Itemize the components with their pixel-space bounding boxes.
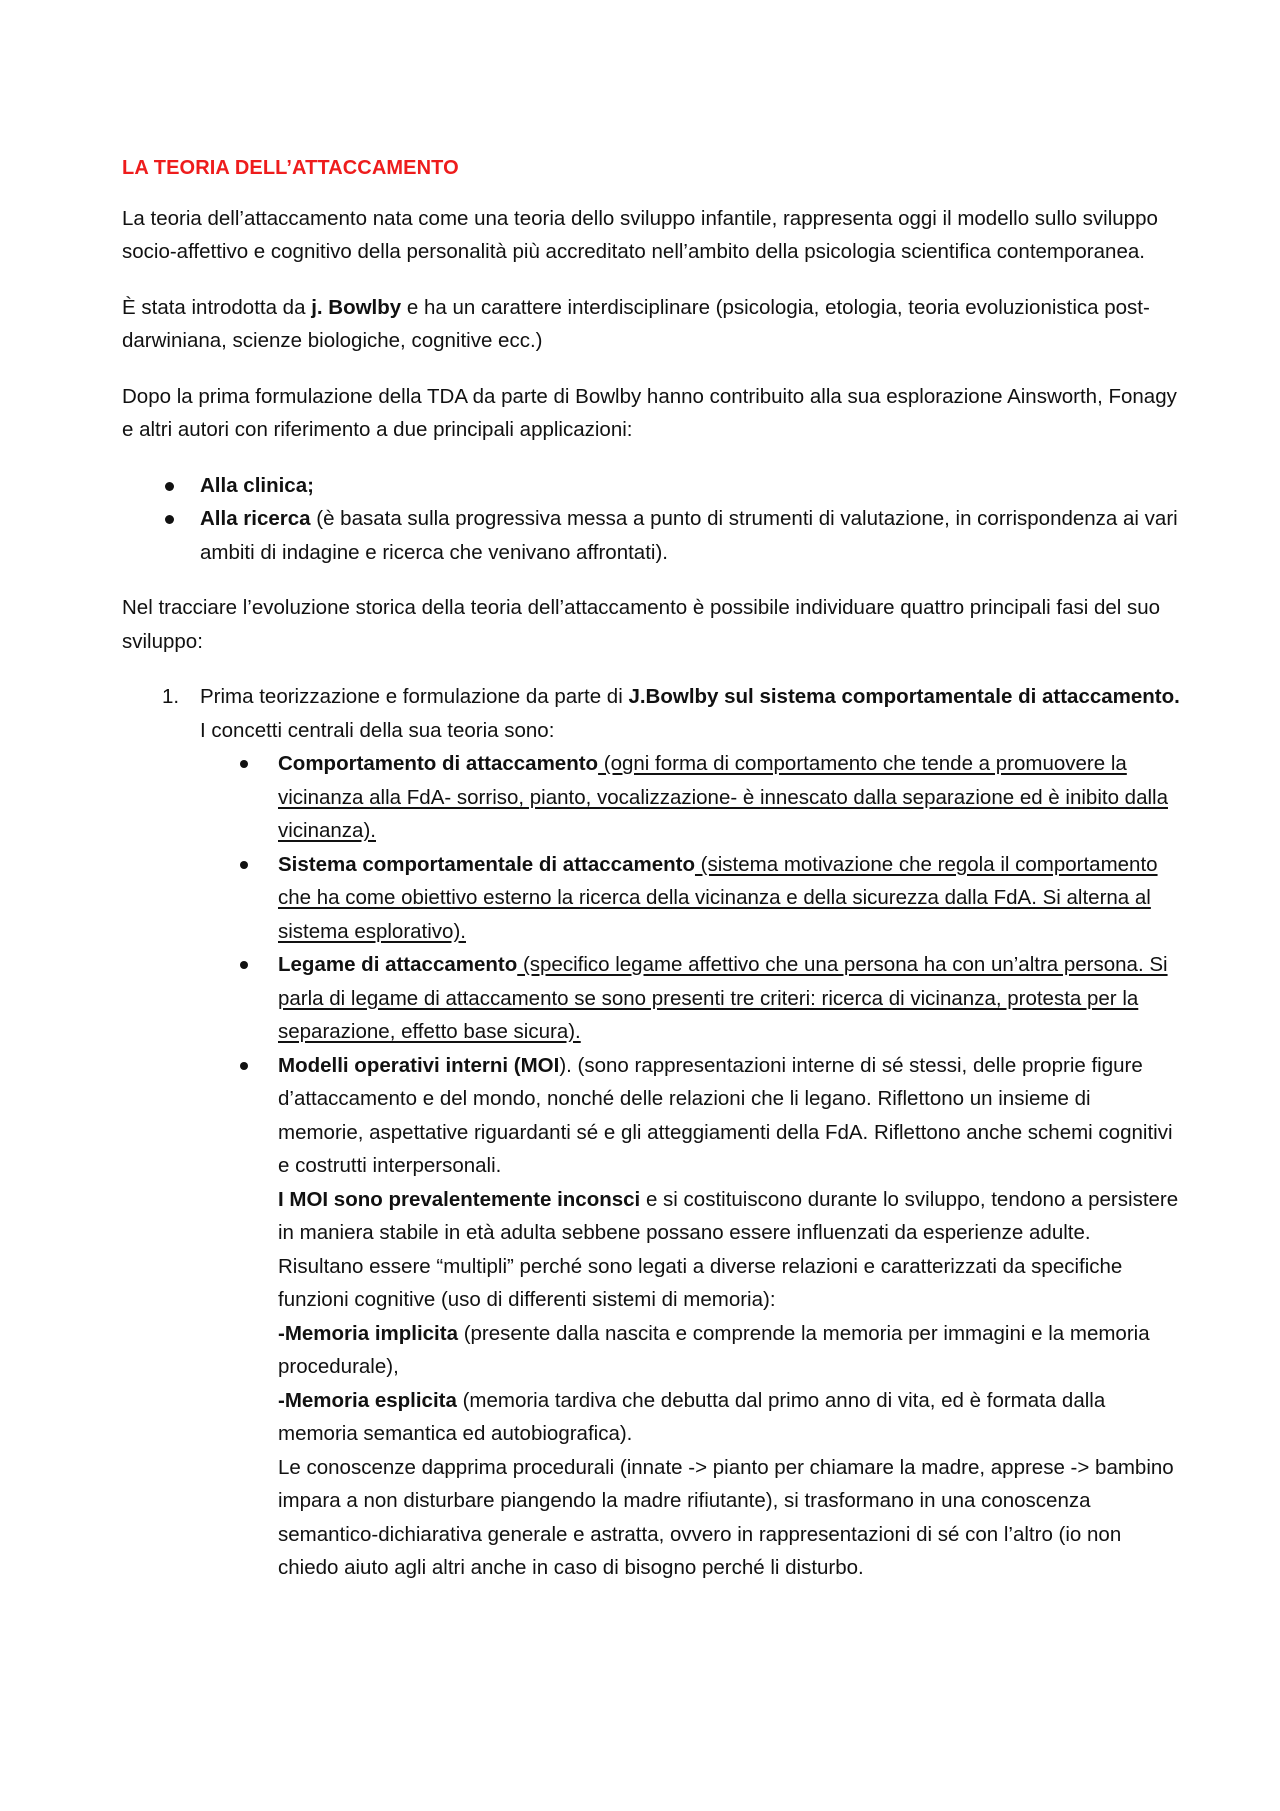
moi-text: e si costituiscono durante lo sviluppo, tendono a persistere in maniera stabile in età adulta sebbene possano essere influenzati da esperienze adulte. Risultano essere “multipli” perché sono legati a diverse relazioni e caratterizzati da specifiche funzioni cognitive (uso di differenti sistemi di memoria):	[278, 1187, 1179, 1311]
application-text: (è basata sulla progressiva messa a punto di strumenti di valutazione, in corrispondenza ai vari ambiti di indagine e ricerca che venivano affrontati).	[200, 507, 1178, 564]
development-paragraph: Dopo la prima formulazione della TDA da parte di Bowlby hanno contribuito alla sua esplorazione Ainsworth, Fonagy e altri autori con riferimento a due principali applicazioni:	[122, 384, 1177, 441]
memory-implicit-text: (presente dalla nascita e comprende la memoria per immagini e la memoria procedurale),	[278, 1321, 1150, 1378]
list-item	[200, 948, 1180, 1049]
origin-text-after: e ha un carattere interdisciplinare (psicologia, etologia, teoria evoluzionistica post-darwiniana, scienze biologiche, cognitive ecc.)	[122, 295, 1150, 352]
memory-explicit-text: (memoria tardiva che debutta dal primo anno di vita, ed è formata dalla memoria semantica ed autobiografica).	[278, 1388, 1106, 1445]
phase-after-text: I concetti centrali della sua teoria sono:	[200, 718, 555, 742]
application-label: Alla ricerca	[200, 507, 311, 530]
concept-desc: (sistema motivazione che regola il comportamento che ha come obiettivo esterno la ricerca della vicinanza e della sicurezza dalla FdA. Si alterna al sistema esplorativo).	[278, 852, 1158, 943]
memory-explicit-line	[278, 1384, 1180, 1451]
author-name: j. Bowlby	[311, 295, 402, 319]
phases-intro-paragraph: Nel tracciare l’evoluzione storica della teoria dell’attaccamento è possibile individuare quattro principali fasi del suo sviluppo:	[122, 596, 1161, 653]
phase-item	[122, 680, 1180, 1585]
phases-list	[122, 680, 1180, 1585]
moi-inconsci-line	[278, 1183, 1180, 1317]
applications-list	[122, 469, 1180, 570]
concept-desc: (specifico legame affettivo che una persona ha con un’altra persona. Si parla di legame di attaccamento se sono presenti tre criteri: ricerca di vicinanza, protesta per la separazione, effetto base sicura).	[278, 953, 1168, 1043]
moi-bold-text: I MOI sono prevalentemente inconsci	[278, 1187, 641, 1211]
list-item	[122, 469, 1180, 503]
phase-number: 1.	[162, 685, 180, 708]
concept-term: Comportamento di attaccamento	[278, 752, 599, 775]
phase-bold-text: J.Bowlby sul sistema comportamentale di attaccamento.	[628, 685, 1180, 708]
concept-term: Modelli operativi interni (MOI	[278, 1053, 560, 1077]
concept-term: Sistema comportamentale di attaccamento	[278, 852, 695, 876]
document-title: LA TEORIA DELL’ATTACCAMENTO	[122, 157, 459, 179]
origin-text-before: È stata introdotta da	[122, 295, 312, 319]
concepts-list	[200, 747, 1180, 1585]
moi-closing-text: Le conoscenze dapprima procedurali (innate -> pianto per chiamare la madre, apprese -> bambino impara a non disturbare piangendo la madre rifiutante), si trasformano in una conoscenza semantico-dichiarativa generale e astratta, ovvero in rappresentazioni di sé con l’altro (io non chiedo aiuto agli altri anche in caso di bisogno perché li disturbo.	[278, 1455, 1174, 1579]
list-item	[200, 848, 1180, 949]
memory-implicit-label: -Memoria implicita	[278, 1321, 458, 1345]
memory-explicit-label: -Memoria esplicita	[278, 1388, 457, 1412]
intro-paragraph: La teoria dell’attaccamento nata come una teoria dello sviluppo infantile, rappresenta oggi il modello sullo sviluppo socio-affettivo e cognitivo della personalità più accreditato nell’ambito della psicologia scientifica contemporanea.	[122, 206, 1158, 263]
concept-desc: (ogni forma di comportamento che tende a promuovere la vicinanza alla FdA- sorriso, pianto, vocalizzazione- è innescato dalla separazione ed è inibito dalla vicinanza).	[278, 752, 1168, 842]
concept-term: Legame di attaccamento	[278, 953, 518, 976]
application-label: Alla clinica;	[200, 473, 314, 497]
list-item	[200, 1049, 1180, 1585]
origin-paragraph	[122, 291, 1180, 358]
list-item	[122, 502, 1180, 569]
phase-intro-text: Prima teorizzazione e formulazione da parte di	[200, 685, 629, 708]
list-item	[200, 747, 1180, 848]
concept-desc: ). (sono rappresentazioni interne di sé stessi, delle proprie figure d’attaccamento e del mondo, nonché delle relazioni che li legano. Riflettono un insieme di memorie, aspettative riguardanti sé e gli atteggiamenti della FdA. Riflettono anche schemi cognitivi e costrutti interpersonali.	[278, 1053, 1173, 1177]
memory-implicit-line	[278, 1317, 1180, 1384]
